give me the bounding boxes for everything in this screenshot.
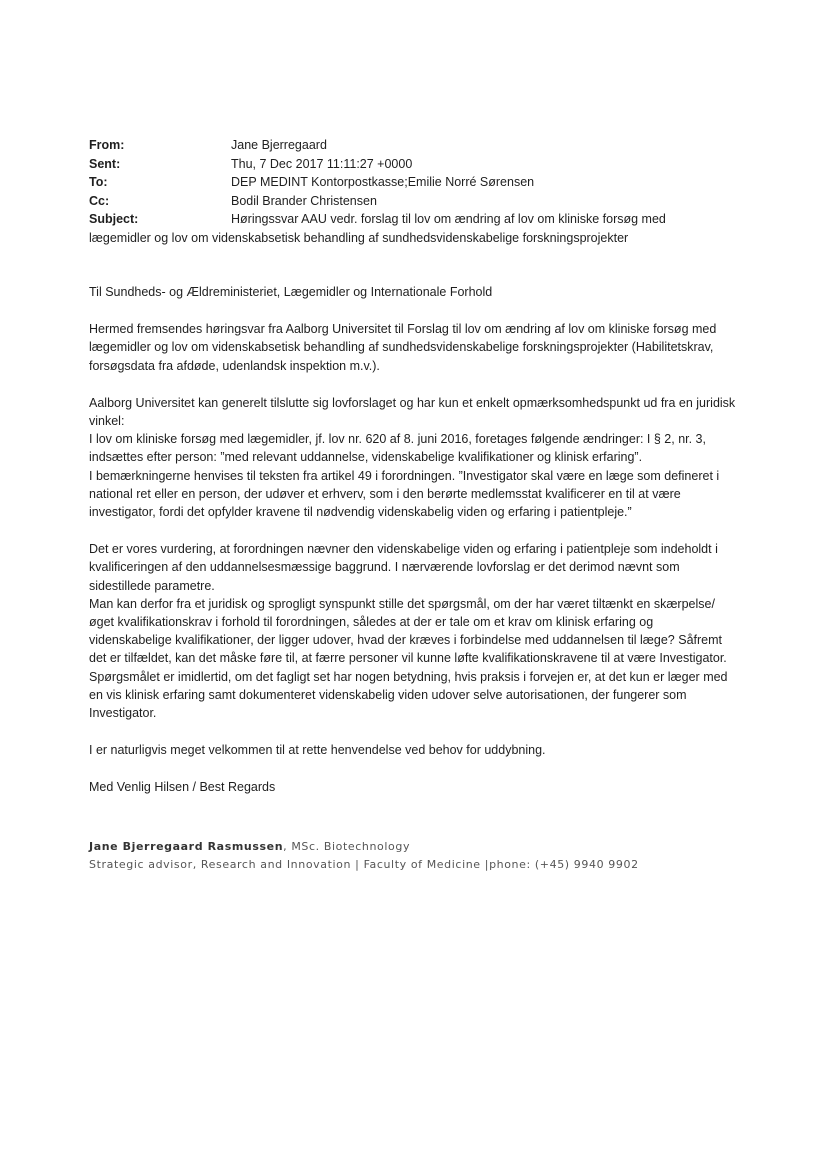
subject-value-line2: lægemidler og lov om videnskabsetisk behandling af sundhedsvidenskabelige forskningsprojekter — [89, 230, 629, 245]
sent-label: Sent: — [89, 156, 121, 171]
signature-degree: , MSc. Biotechnology — [283, 840, 411, 853]
from-label: From: — [89, 138, 125, 152]
signature-name: Jane Bjerregaard Rasmussen — [89, 840, 284, 853]
sent-row — [89, 155, 749, 174]
paragraph-intro: Hermed fremsendes høringsvar fra Aalborg Universitet til Forslag til lov om ændring af lov om kliniske forsøg med lægemidler og lov om videnskabsetisk behandling af sundhedsvidenskabelige forskningsprojekter (Habilitetskrav, forsøgsdata fra afdøde, udenlandsk inspektion m.v.). — [89, 322, 717, 373]
paragraph-contact: I er naturligvis meget velkommen til at rette henvendelse ved behov for uddybning. — [89, 743, 546, 758]
paragraph-practice: Spørgsmålet er imidlertid, om det fagligt set har nogen betydning, hvis praksis i forvejen er, at det kun er læger med en vis klinisk erfaring samt dokumenteret videnskabelig viden udover selve autorisationen, der fungerer som Investigator. — [89, 669, 728, 721]
cc-row — [89, 192, 749, 211]
email-headers — [89, 136, 749, 247]
sent-value: Thu, 7 Dec 2017 11:11:27 +0000 — [231, 156, 413, 171]
paragraph-remarks: I bemærkningerne henvises til teksten fra artikel 49 i forordningen. ”Investigator skal være en læge som defineret i national ret eller en person, der udøver et erhverv, som i den berørte medlemsstat kvalificerer en til at være investigator, fordi det opfylder kravene til nødvendig videnskabelig viden og erfaring i patientpleje.” — [89, 468, 720, 520]
closing: Med Venlig Hilsen / Best Regards — [89, 780, 276, 795]
email-body — [89, 283, 739, 797]
paragraph-law-change: I lov om kliniske forsøg med lægemidler, jf. lov nr. 620 af 8. juni 2016, foretages følgende ændringer: I § 2, nr. 3, indsættes efter person: ”med relevant uddannelse, videnskabelige kvalifikationer og klinisk erfaring”. — [89, 432, 706, 465]
subject-label: Subject: — [89, 212, 139, 226]
subject-row — [89, 210, 749, 229]
cc-value: Bodil Brander Christensen — [231, 193, 377, 208]
signature-line2: Strategic advisor, Research and Innovation | Faculty of Medicine |phone: (+45) 9940 9902 — [89, 858, 639, 871]
to-label: To: — [89, 175, 108, 189]
to-value: DEP MEDINT Kontorpostkasse;Emilie Norré Sørensen — [231, 175, 535, 189]
signature-line1 — [89, 838, 639, 856]
cc-label: Cc: — [89, 193, 110, 208]
paragraph-question: Man kan derfor fra et juridisk og sprogligt synspunkt stille det spørgsmål, om der har været tiltænkt en skærpelse/øget kvalifikationskrav i forhold til forordningen, således at der er tale om et krav om klinisk erfaring og videnskabelige kvalifikationer, der ligger udover, hvad der kræves i forbindelse med uddannelsen til læge? Såfremt det er tilfældet, kan det måske føre til, at færre personer vil kunne løfte kvalifikationskravene til at være Investigator. — [89, 596, 727, 666]
signature — [89, 838, 639, 874]
from-value: Jane Bjerregaard — [231, 138, 327, 152]
to-row — [89, 173, 749, 192]
paragraph-general: Aalborg Universitet kan generelt tilslutte sig lovforslaget og har kun et enkelt opmærksomhedspunkt ud fra en juridisk vinkel: — [89, 395, 736, 429]
subject-value-line1: Høringssvar AAU vedr. forslag til lov om ændring af lov om kliniske forsøg med — [231, 212, 666, 226]
from-row — [89, 136, 749, 155]
salutation: Til Sundheds- og Ældreministeriet, Lægemidler og Internationale Forhold — [89, 285, 493, 299]
paragraph-assessment: Det er vores vurdering, at forordningen nævner den videnskabelige viden og erfaring i patientpleje som indeholdt i kvalificeringen af den uddannelsesmæssige baggrund. I nærværende lovforslag er det derimod nævnt som sidestillede parametre. — [89, 542, 718, 593]
